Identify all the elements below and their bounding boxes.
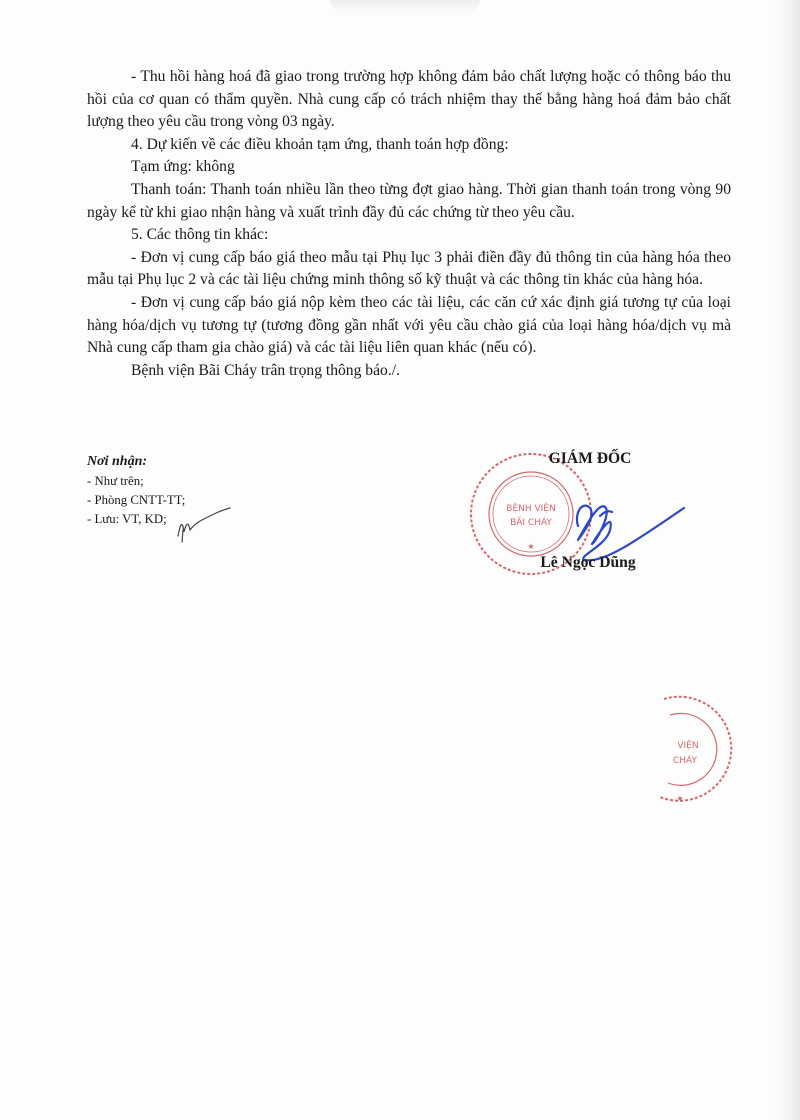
stamp-line-1: BỆNH VIỆN [506,504,556,514]
paragraph-closing: Bệnh viện Bãi Cháy trân trọng thông báo./. [131,361,400,379]
recipient-item: - Như trên; [87,474,144,488]
star-icon: ★ [676,794,684,803]
star-icon: ★ [527,542,535,551]
recipients-title: Nơi nhận: [87,454,148,469]
paragraph-other-info-heading: 5. Các thông tin khác: [131,226,269,244]
page-edge-shadow [774,0,800,1120]
scan-artifact [330,0,480,14]
paragraph-quote-form: - Đơn vị cung cấp báo giá theo mẫu tại Phụ lục 3 phải điền đầy đủ thông tin của hàng hóa theo mẫu tại Phụ lục 2 và các tài liệu chứng minh thông số kỹ thuật và các thông tin khác của hàng hóa. [87,248,731,289]
stamp-line-2: BÃI CHÁY [510,518,552,528]
paragraph-quote-documents: - Đơn vị cung cấp báo giá nộp kèm theo các tài liệu, các căn cứ xác định giá tương tự của loại hàng hóa/dịch vụ tương tự (tương đồng gần nhất với yêu cầu chào giá của loại hàng hóa/dịch vụ mà Nhà cung cấp tham gia chào giá) và các tài liệu liên quan khác (nếu có). [87,293,731,357]
recipient-item: - Phòng CNTT-TT; [87,492,186,507]
recipient-item: - Lưu: VT, KD; [87,511,167,526]
paragraph-advance: Tạm ứng: không [131,158,235,176]
partial-hospital-stamp [630,693,738,805]
stamp-partial-line-2: CHÁY [672,756,698,766]
paragraph-payment: Thanh toán: Thanh toán nhiều lần theo từng đợt giao hàng. Thời gian thanh toán trong vòng 90 ngày kể từ khi giao nhận hàng và xuất trình đầy đủ các chứng từ theo yêu cầu. [87,180,731,221]
paragraph-payment-terms-heading: 4. Dự kiến về các điều khoản tạm ứng, thanh toán hợp đồng: [131,135,509,153]
document-body [87,66,731,382]
signer-title: GIÁM ĐỐC [548,450,632,467]
initials-mark [174,506,234,546]
signer-name: Lê Ngọc Dũng [540,554,636,571]
stamp-partial-line-1: VIỆN [677,741,699,751]
paragraph-recall-goods: - Thu hồi hàng hoá đã giao trong trường hợp không đảm bảo chất lượng hoặc có thông báo thu hồi của cơ quan có thẩm quyền. Nhà cung cấp có trách nhiệm thay thế bằng hàng hoá đảm bảo chất lượng theo yêu cầu trong vòng 03 ngày. [87,68,731,131]
